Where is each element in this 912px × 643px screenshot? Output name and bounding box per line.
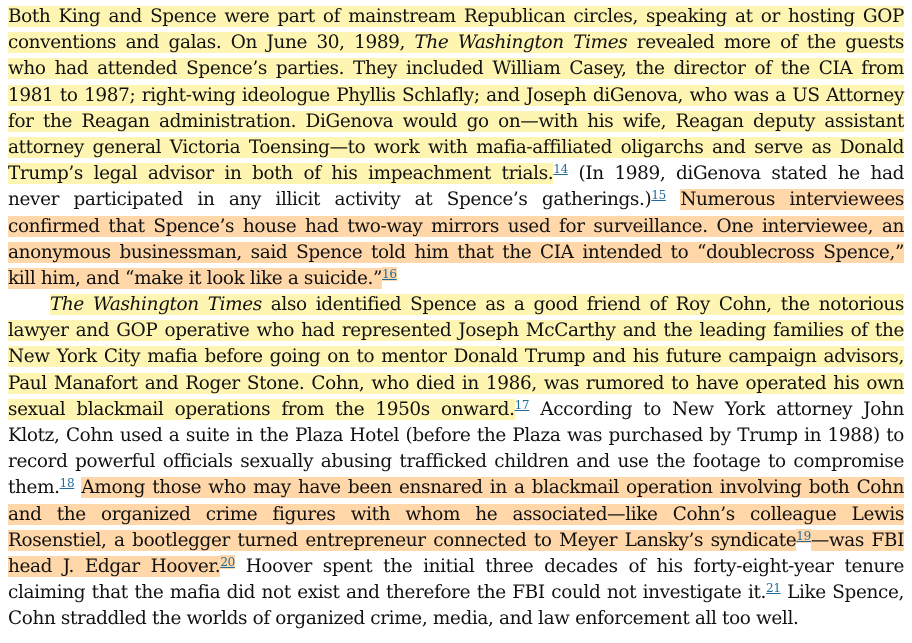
text-line: [8, 449, 904, 475]
highlighted-text: Both King and Spence were part of mainstream Republican circles, speaking at or hosting GOP: [8, 6, 904, 27]
highlighted-text: 1981 to 1987; right-wing ideologue Phyllis Schlafly; and Joseph diGenova, who was a US Attorney: [8, 84, 904, 106]
highlighted-text: and the organized crime figures with whom he associated—like Cohn’s colleague Lewis: [8, 503, 904, 525]
highlighted-text: —was FBI: [810, 529, 904, 551]
highlighted-text: Rosenstiel, a bootlegger turned entrepreneur connected to Meyer Lansky’s syndicate: [8, 529, 797, 551]
italic-title: The Washington Times: [50, 294, 262, 316]
highlighted-text: confirmed that Spence’s house had two-way mirrors used for surveillance. One interviewee, an: [8, 215, 904, 237]
italic-title: The Washington Times: [414, 32, 628, 54]
highlighted-text: sexual blackmail operations from the 1950s onward.: [8, 398, 515, 420]
text-line: [8, 292, 904, 318]
text-line: [8, 371, 904, 397]
text-line: [8, 554, 904, 580]
highlighted-text: kill him, and “make it look like a suicide.”: [8, 267, 383, 289]
body-text: claiming that the mafia did not exist and therefore the FBI could not investigate it.: [8, 582, 767, 604]
body-text: Klotz, Cohn used a suite in the Plaza Hotel (before the Plaza was purchased by Trump in 1988) to: [8, 425, 904, 446]
text-line: [8, 240, 904, 266]
body-text: Hoover spent the initial three decades of his forty-eight-year tenure: [234, 555, 904, 577]
body-text: According to New York attorney John: [529, 398, 904, 420]
text-line: [8, 344, 904, 370]
body-text: them.: [8, 477, 60, 499]
text-line: [8, 580, 904, 606]
body-text: (In 1989, diGenova stated he had: [567, 163, 904, 185]
highlighted-text: revealed more of the guests: [627, 32, 904, 54]
highlighted-text: head J. Edgar Hoover.: [8, 555, 221, 577]
highlighted-text: attorney general Victoria Toensing—to work with mafia-affiliated oligarchs and serve as Donald: [8, 136, 904, 158]
text-line: [8, 4, 904, 30]
text-line: [8, 528, 904, 554]
text-line: [8, 214, 904, 240]
text-line: [8, 161, 904, 187]
footnote-link[interactable]: 16: [382, 266, 397, 281]
text-line: [8, 187, 904, 213]
text-line: [8, 30, 904, 56]
highlighted-text: who had attended Spence’s parties. They included William Casey, the director of the CIA from: [8, 58, 904, 80]
highlighted-text: for the Reagan administration. DiGenova would go on—with his wife, Reagan deputy assistant: [8, 110, 904, 132]
footnote-link[interactable]: 21: [766, 581, 781, 596]
highlighted-text: Trump’s legal advisor in both of his impeachment trials.: [8, 163, 554, 185]
text-line: [8, 266, 904, 292]
footnote-link[interactable]: 17: [514, 397, 530, 412]
highlighted-text: Paul Manafort and Roger Stone. Cohn, who died in 1986, was rumored to have operated his own: [8, 372, 904, 394]
footnote-link[interactable]: 14: [553, 162, 568, 177]
highlighted-text: Among those who may have been ensnared in a blackmail operation involving both Cohn: [81, 477, 904, 499]
body-text: Like Spence,: [780, 582, 904, 604]
text-line: [8, 423, 904, 449]
footnote-link[interactable]: 18: [59, 476, 75, 491]
footnote-link[interactable]: 19: [796, 528, 811, 543]
body-text: [666, 189, 680, 210]
text-line: [8, 475, 904, 501]
text-line: [8, 83, 904, 109]
body-text: Cohn straddled the worlds of organized crime, media, and law enforcement all too well.: [8, 608, 799, 630]
text-line: [8, 56, 904, 82]
highlighted-text: anonymous businessman, said Spence told him that the CIA intended to “doublecross Spence,”: [8, 241, 904, 263]
footnote-link[interactable]: 15: [651, 188, 666, 203]
highlighted-text: New York City mafia before going on to mentor Donald Trump and his future campaign advisors,: [8, 346, 904, 368]
text-line: [8, 135, 904, 161]
highlighted-text: lawyer and GOP operative who had represented Joseph McCarthy and the leading families of the: [8, 320, 904, 342]
highlighted-text: conventions and galas. On June 30, 1989,: [8, 32, 415, 54]
text-line: [8, 318, 904, 344]
text-line: [8, 502, 904, 528]
highlighted-text: also identified Spence as a good friend of Roy Cohn, the notorious: [261, 294, 905, 316]
footnote-link[interactable]: 20: [220, 554, 235, 569]
body-text: never participated in any illicit activity at Spence’s gatherings.): [8, 189, 652, 211]
text-line: [8, 109, 904, 135]
body-text: record powerful officials sexually abusing trafficked children and use the footage to compromise: [8, 451, 904, 473]
text-line: [8, 397, 904, 423]
text-line: [8, 606, 904, 632]
highlighted-text: Numerous interviewees: [680, 189, 905, 211]
